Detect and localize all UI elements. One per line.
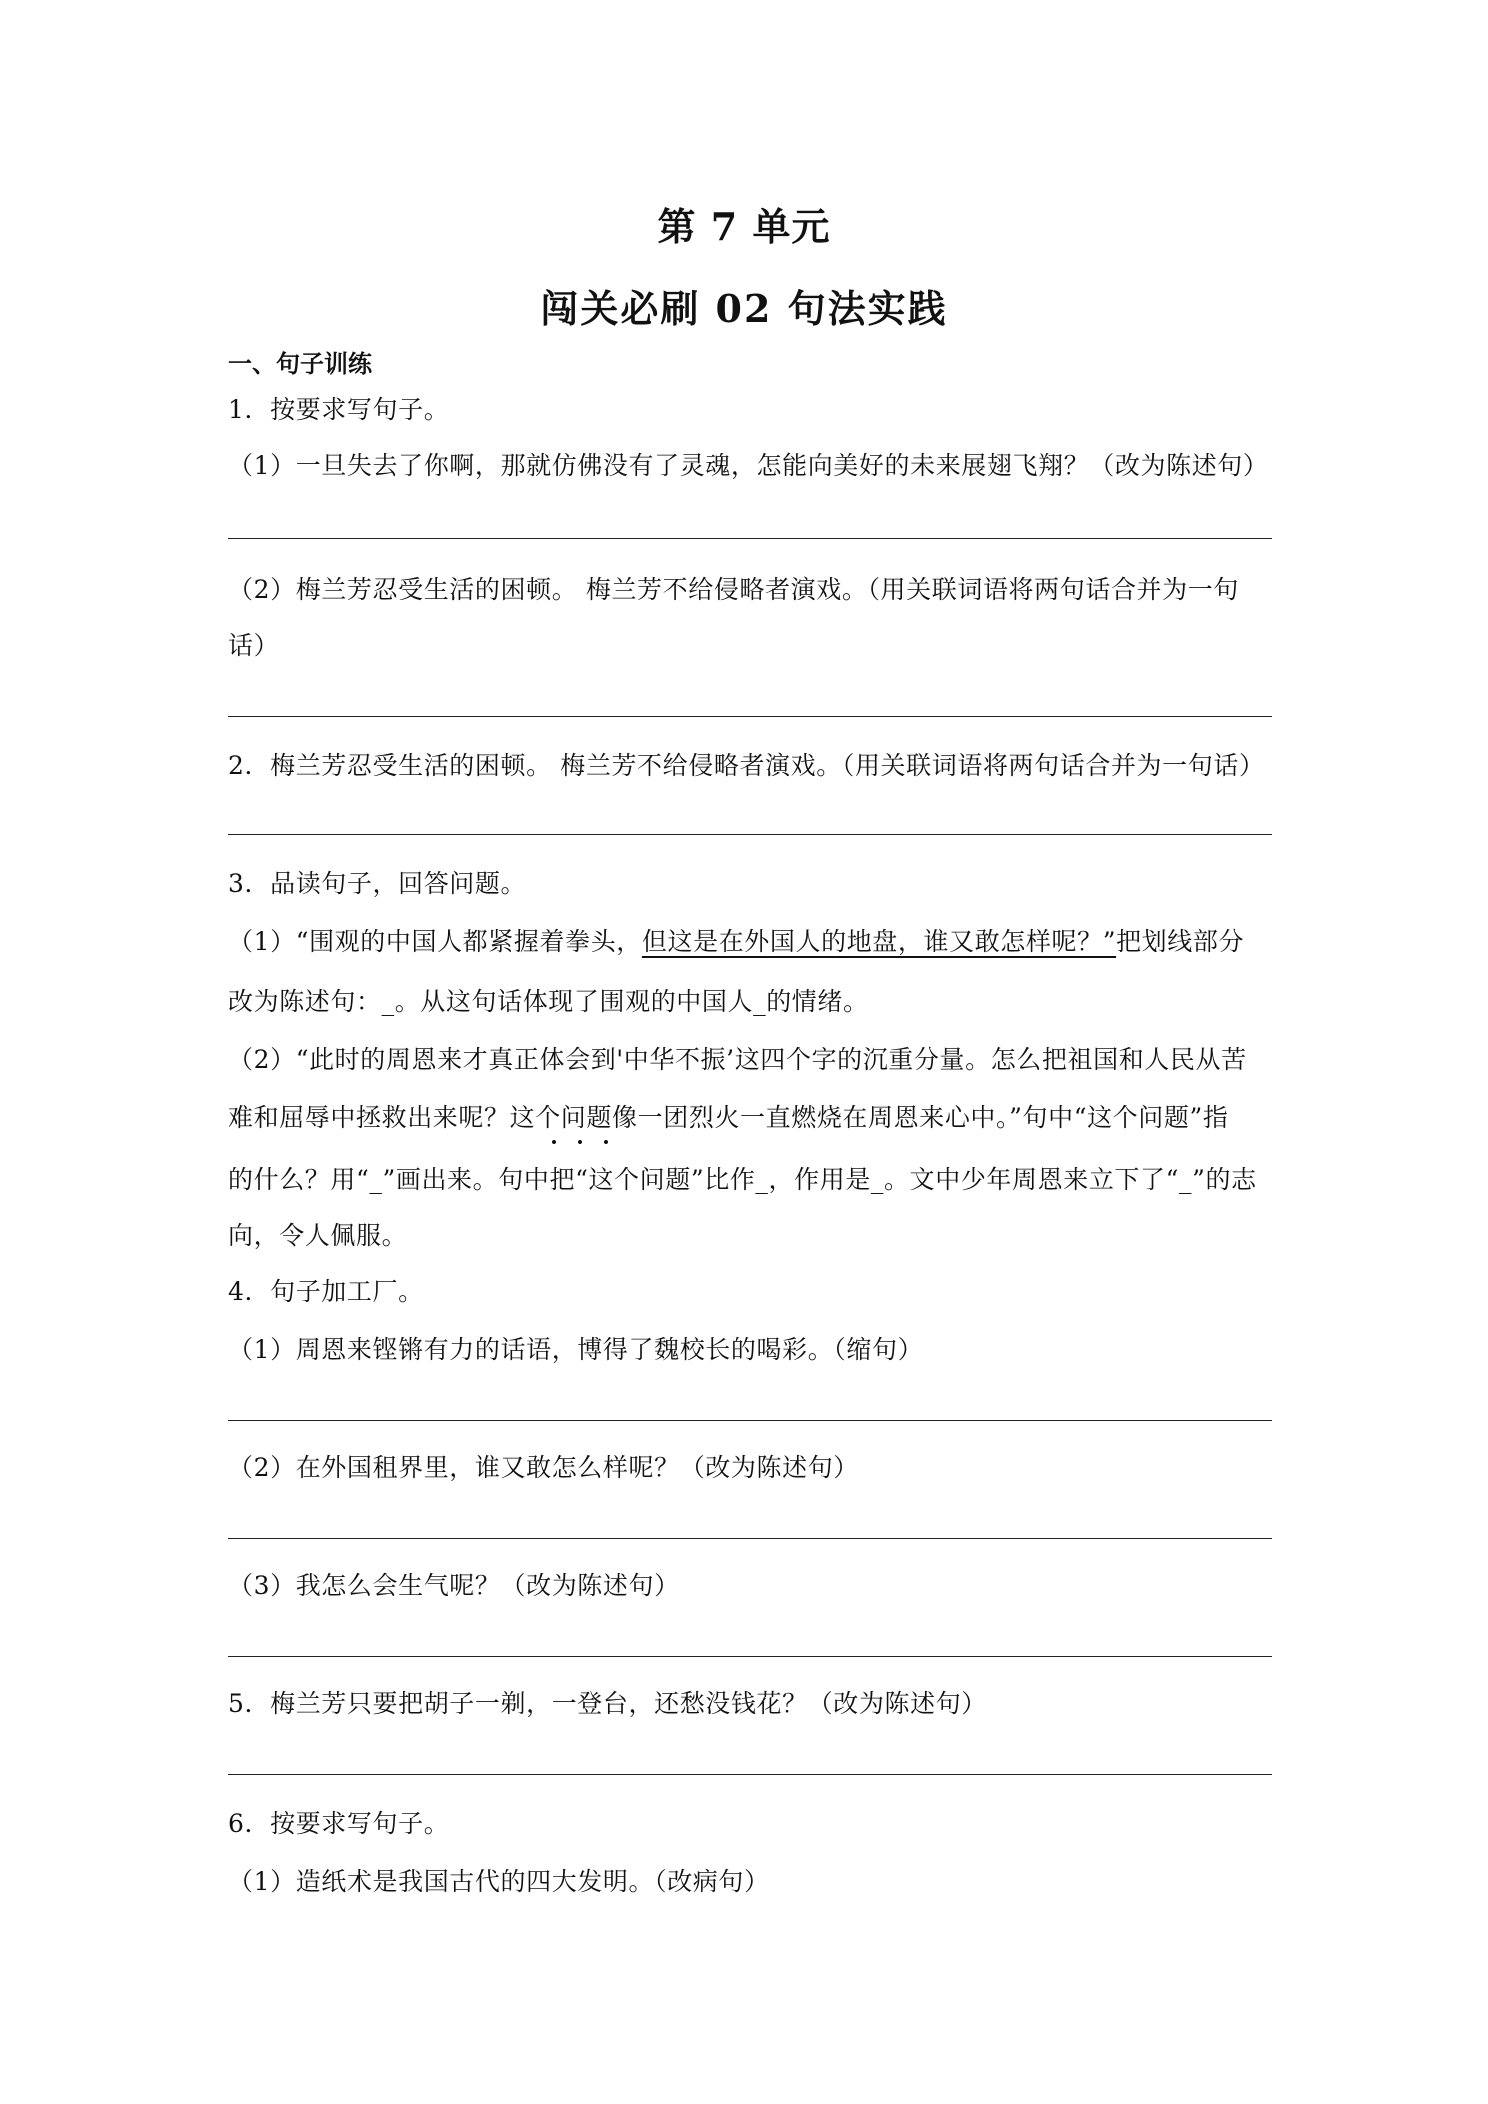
question-3-stem: 3．品读句子，回答问题。	[228, 869, 527, 898]
item-text: 把划线部分	[1116, 927, 1245, 956]
item-text: 像一团烈火一直燃烧在周恩来心中。”句中“这个问题”指	[612, 1103, 1229, 1132]
question-1-item-2-line-1: （2）梅兰芳忍受生活的困顿。 梅兰芳不给侵略者演戏。（用关联词语将两句话合并为一句	[228, 575, 1239, 604]
question-3-item-2-line-1: （2）“此时的周恩来才真正体会到'中华不振’这四个字的沉重分量。怎么把祖国和人民从苦	[228, 1045, 1247, 1074]
question-3-item-1-line-1	[228, 922, 1244, 958]
question-1-item-2-line-2: 话）	[228, 631, 280, 660]
item-text: （1）“围观的中国人都紧握着拳头，	[228, 927, 642, 956]
question-6-stem: 6．按要求写句子。	[228, 1809, 450, 1838]
answer-line[interactable]	[228, 716, 1272, 717]
answer-line[interactable]	[228, 1774, 1272, 1775]
question-4-item-1: （1）周恩来铿锵有力的话语，博得了魏校长的喝彩。（缩句）	[228, 1335, 924, 1364]
question-4-stem: 4．句子加工厂。	[228, 1277, 424, 1306]
question-3-item-2-line-3: 的什么？用“_”画出来。句中把“这个问题”比作_，作用是_。文中少年周恩来立下了“_”的志	[228, 1165, 1257, 1194]
question-1-stem: 1．按要求写句子。	[228, 395, 450, 424]
section-heading: 一、句子训练	[228, 350, 372, 378]
answer-line[interactable]	[228, 1656, 1272, 1657]
question-6-item-1: （1）造纸术是我国古代的四大发明。（改病句）	[228, 1867, 770, 1896]
question-1-item-1: （1）一旦失去了你啊，那就仿佛没有了灵魂，怎能向美好的未来展翅飞翔？（改为陈述句）	[228, 451, 1269, 480]
answer-line[interactable]	[228, 834, 1272, 835]
question-3-item-2-line-4: 向，令人佩服。	[228, 1221, 408, 1250]
question-2-stem: 2．梅兰芳忍受生活的困顿。 梅兰芳不给侵略者演戏。（用关联词语将两句话合并为一句话）	[228, 751, 1265, 780]
item-text: 难和屈辱中拯救出来呢？这	[228, 1103, 536, 1132]
page-title: 闯关必刷 02 句法实践	[540, 286, 948, 331]
question-5-stem: 5．梅兰芳只要把胡子一剃，一登台，还愁没钱花？（改为陈述句）	[228, 1689, 987, 1718]
question-4-item-3: （3）我怎么会生气呢？（改为陈述句）	[228, 1571, 680, 1600]
unit-title: 第 7 单元	[657, 204, 831, 249]
question-3-item-1-line-2: 改为陈述句：_。从这句话体现了围观的中国人_的情绪。	[228, 987, 869, 1016]
answer-line[interactable]	[228, 1420, 1272, 1421]
question-4-item-2: （2）在外国租界里，谁又敢怎么样呢？（改为陈述句）	[228, 1453, 859, 1482]
answer-line[interactable]	[228, 538, 1272, 539]
question-3-item-2-line-2	[228, 1098, 1228, 1134]
emphasis-dotted-text: 个问题	[535, 1098, 612, 1134]
underlined-sentence: 但这是在外国人的地盘，谁又敢怎样呢？”	[641, 927, 1117, 956]
answer-line[interactable]	[228, 1538, 1272, 1539]
